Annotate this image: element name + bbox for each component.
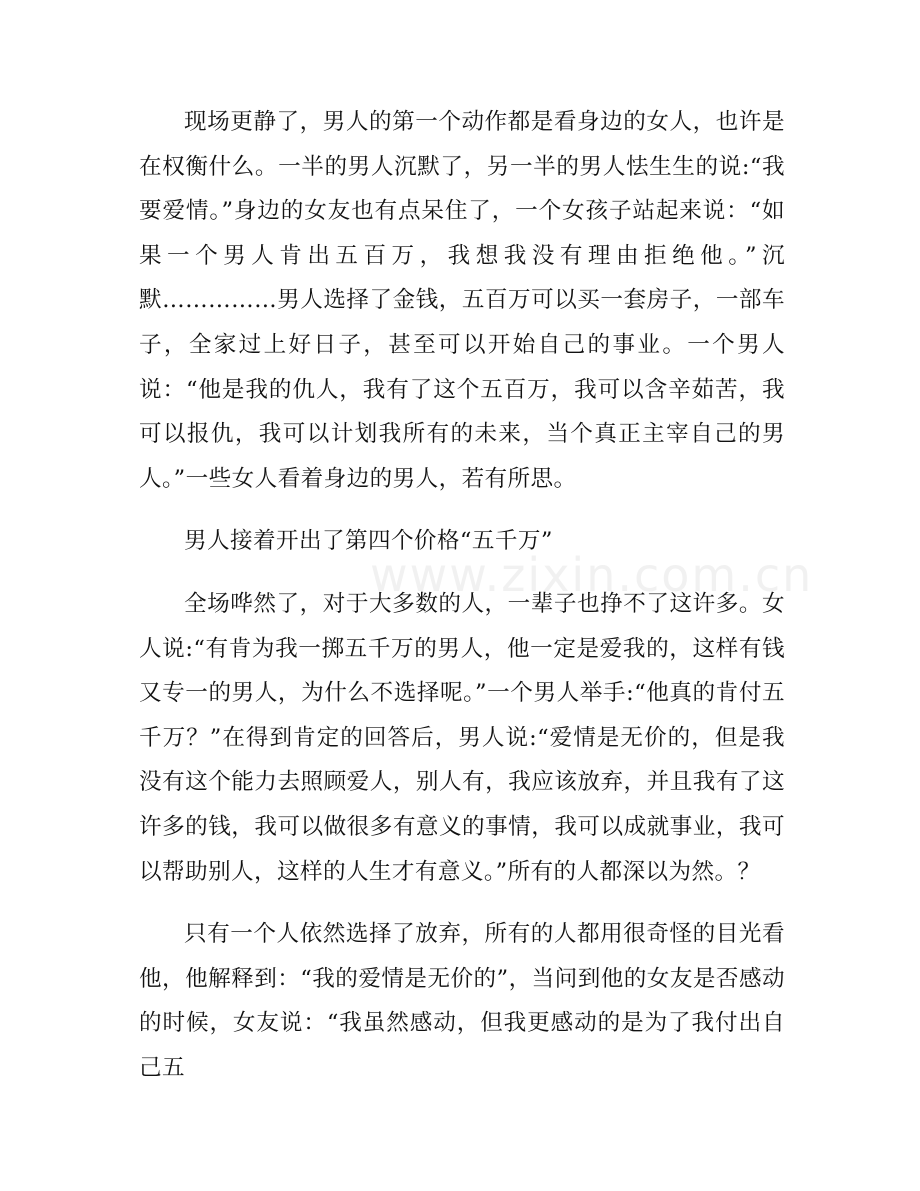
paragraph-2: 男人接着开出了第四个价格“五千万” xyxy=(184,528,553,555)
paragraph-1: 现场更静了，男人的第一个动作都是看身边的女人，也许是在权衡什么。一半的男人沉默了，另一半的男人怯生生的说:“我要爱情。”身边的女友也有点呆住了，一个女孩子站起来说：“如果一个男人肯出五百万，我想我没有理由拒绝他。”沉默……………男人选择了金钱，五百万可以买一套房子，一部车子，全家过上好日子，甚至可以开始自己的事业。一个男人说：“他是我的仇人，我有了这个五百万，我可以含辛茹苦，我可以报仇，我可以计划我所有的未来，当个真正主宰自己的男人。”一些女人看着身边的男人，若有所思。 xyxy=(139,109,786,492)
watermark: www.zixin.com.cn xyxy=(370,548,814,602)
document-body xyxy=(139,100,785,1108)
paragraph-4: 只有一个人依然选择了放弃，所有的人都用很奇怪的目光看他，他解释到：“我的爱情是无价的”，当问到他的女友是否感动的时候，女友说：“我虽然感动，但我更感动的是为了我付出自己五 xyxy=(139,921,785,1081)
paragraph-3: 全场哗然了，对于大多数的人，一辈子也挣不了这许多。女人说:“有肯为我一掷五千万的男人，他一定是爱我的，这样有钱又专一的男人，为什么不选择呢。”一个男人举手:“他真的肯付五千万？”在得到肯定的回答后，男人说:“爱情是无价的，但是我没有这个能力去照顾爱人，别人有，我应该放弃，并且我有了这许多的钱，我可以做很多有意义的事情，我可以成就事业，我可以帮助别人，这样的人生才有意义。”所有的人都深以为然。？ xyxy=(139,590,785,885)
